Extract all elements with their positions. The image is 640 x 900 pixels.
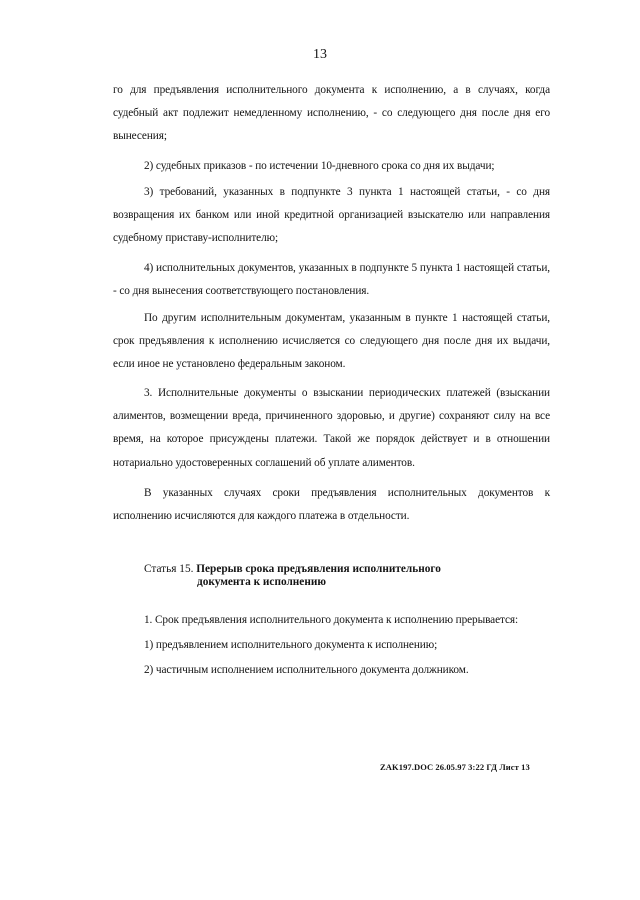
article-heading [144,563,474,589]
article-number: Статья 15. [144,563,194,575]
article-title-line2: документа к исполнению [197,576,326,588]
paragraph-periodic-payments: В указанных случаях сроки предъявления исполнительных документов к исполнению исчисляются для каждого платежа в отдельности. [113,487,550,523]
paragraph-section-3: 3. Исполнительные документы о взыскании периодических платежей (взыскании алиментов, возмещении вреда, причиненного здоровью, и другие) сохраняют силу на все время, на которое присуждены платежи. Такой же порядок действует и в отношении нотариально удостоверенных соглашений об уплате алиментов. [113,387,550,469]
article-title-line1: Перерыв срока предъявления исполнительного [196,563,441,575]
article-item-1: 1. Срок предъявления исполнительного документа к исполнению прерывается: [144,614,519,626]
paragraph-continuation: го для предъявления исполнительного документа к исполнению, а в случаях, когда судебный акт подлежит немедленному исполнению, - со следующего дня после дня его вынесения; [113,84,550,143]
paragraph-item-2: 2) судебных приказов - по истечении 10-дневного срока со дня их выдачи; [144,160,495,172]
paragraph-item-3: 3) требований, указанных в подпункте 3 пункта 1 настоящей статьи, - со дня возвращения их банком или иной кредитной организацией взыскателю или направления судебному приставу-исполнителю; [113,186,550,245]
article-item-1-2: 2) частичным исполнением исполнительного документа должником. [144,664,469,676]
paragraph-other-documents: По другим исполнительным документам, указанным в пункте 1 настоящей статьи, срок предъявления к исполнению исчисляется со следующего дня после дня их выдачи, если иное не установлено федеральным законом. [113,312,550,371]
article-item-1-1: 1) предъявлением исполнительного документа к исполнению; [144,639,438,651]
paragraph-item-4: 4) исполнительных документов, указанных в подпункте 5 пункта 1 настоящей статьи, - со дня вынесения соответствующего постановления. [113,262,550,298]
document-footer: ZAK197.DOC 26.05.97 3:22 ГД Лист 13 [380,762,530,772]
page-number: 13 [313,47,327,62]
